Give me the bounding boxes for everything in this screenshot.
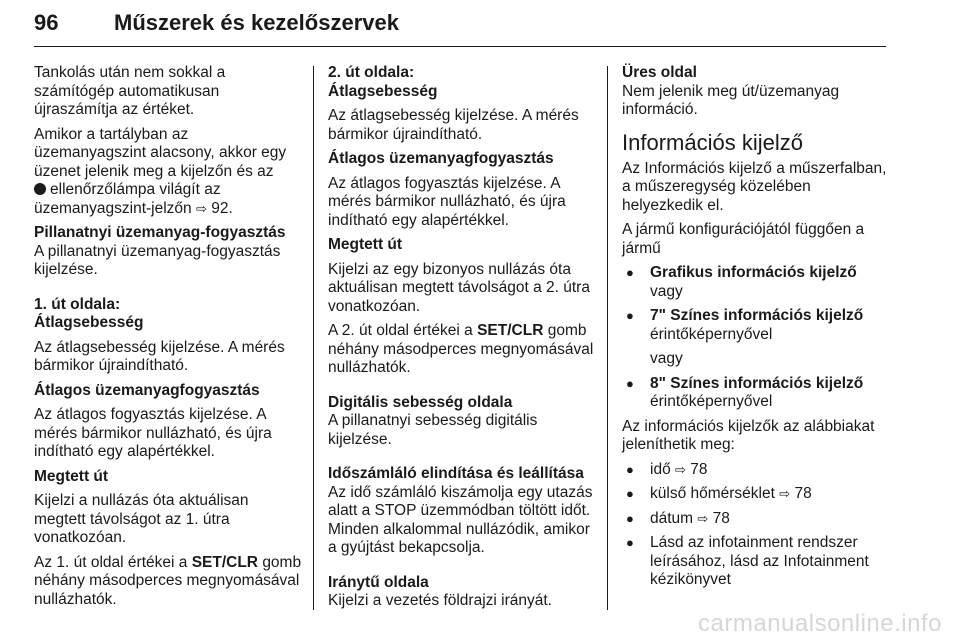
page-ref-link[interactable]: 78: [712, 509, 730, 527]
paragraph: Az Információs kijelző a műszerfalban, a műszeregység közelében helyezkedik el.: [622, 159, 887, 214]
page-number: 96: [34, 10, 59, 35]
paragraph: Az átlagos fogyasztás kijelzése. A mérés bármikor nullázható, és újra indítható egy alapértékkel.: [328, 174, 566, 229]
subheading: Átlagos üzemanyagfogyasztás: [34, 381, 260, 399]
subheading: Digitális sebesség oldala: [328, 393, 513, 411]
paragraph-reset: A 2. út oldal értékei a SET/CLR gomb néhány másodperces megnyomásával nullázhatók.: [328, 322, 594, 376]
page-ref-link[interactable]: 92.: [211, 199, 233, 217]
column-divider: [313, 66, 314, 610]
paragraph-reset: Az 1. út oldal értékei a SET/CLR gomb néhány másodperces megnyomásával nullázhatók.: [34, 553, 302, 608]
paragraph: Nem jelenik meg út/üzemanyag információ.: [622, 82, 840, 118]
subheading: Iránytű oldala: [328, 573, 429, 591]
subheading: Pillanatnyi üzemanyag-fogyasztás: [34, 224, 286, 241]
paragraph: Az idő számláló kiszámolja egy utazás alatt a STOP üzemmódban töltött időt. Minden alkalommal nullázódik, amikor a gyújtást bekapcsolja.: [328, 483, 593, 556]
column-1: [34, 64, 302, 615]
set-clr-label: SET/CLR: [191, 553, 258, 571]
watermark: carmanualsonline.info: [698, 610, 942, 637]
set-clr-label: SET/CLR: [477, 322, 544, 339]
list-item: ● 8" Színes információs kijelző érintőképernyővel: [622, 375, 890, 412]
paragraph: Kijelzi a nullázás óta aktuálisan megtett távolságot az 1. útra vonatkozóan.: [34, 492, 249, 546]
section-title: Információs kijelző: [622, 129, 803, 155]
column-divider: [607, 66, 608, 610]
paragraph: Kijelzi az egy bizonyos nullázás óta aktuálisan megtett távolságot a 2. útra vonatkozóan.: [328, 260, 590, 315]
page-ref-icon: ⇨: [779, 486, 791, 501]
column-2: [328, 64, 600, 617]
list-item: ● Grafikus információs kijelző vagy: [622, 264, 890, 301]
page-ref-icon: ⇨: [675, 461, 686, 477]
page-header: [34, 0, 886, 50]
page-ref-icon: ⇨: [697, 510, 709, 526]
paragraph: A pillanatnyi sebesség digitális kijelzése.: [328, 412, 538, 448]
subheading: Megtett út: [34, 467, 109, 485]
paragraph: Az átlagos fogyasztás kijelzése. A mérés bármikor nullázható, és újra indítható egy alapértékkel.: [34, 406, 272, 460]
paragraph: Kijelzi a vezetés földrajzi irányát.: [328, 592, 552, 609]
page-ref-icon: ⇨: [195, 200, 207, 216]
list-item: ● idő ⇨ 78: [622, 461, 890, 480]
subheading: Átlagos üzemanyagfogyasztás: [328, 150, 554, 167]
subheading: Időszámláló elindítása és leállítása: [328, 465, 584, 482]
paragraph-low-fuel: Amikor a tartályban az üzemanyagszint alacsony, akkor egy üzenet jelenik meg a kijelzőn és az ellenőrzőlámpa világít az üzemanyagszint-jelzőn ⇨ 92.: [34, 125, 287, 217]
subheading: 1. út oldala:: [34, 295, 121, 313]
paragraph: Az átlagsebesség kijelzése. A mérés bármikor újraindítható.: [34, 338, 285, 374]
display-type-list: [622, 264, 890, 412]
paragraph: Az átlagsebesség kijelzése. A mérés bármikor újraindítható.: [328, 107, 579, 143]
paragraph: Az információs kijelzők az alábbiakat jeleníthetik meg:: [622, 417, 875, 453]
paragraph: A jármű konfigurációjától függően a jármű: [622, 221, 865, 257]
list-item: ● dátum ⇨ 78: [622, 510, 890, 529]
subheading: Megtett út: [328, 236, 403, 253]
warning-lamp-icon: [34, 183, 46, 195]
list-item: ● Lásd az infotainment rendszer leírásához, lásd az Infotainment kézikönyvet: [622, 534, 890, 590]
list-item: ● külső hőmérséklet ⇨ 78: [622, 485, 890, 504]
list-item: ● 7" Színes információs kijelző érintőképernyővel vagy: [622, 307, 890, 369]
subheading: Átlagsebesség: [34, 314, 144, 331]
display-items-list: [622, 461, 890, 590]
subheading: Átlagsebesség: [328, 82, 438, 100]
page-ref-link[interactable]: 78: [794, 485, 812, 502]
subheading: Üres oldal: [622, 64, 697, 81]
paragraph: A pillanatnyi üzemanyag-fogyasztás kijelzése.: [34, 242, 281, 278]
header-rule: [34, 46, 886, 47]
page-title: Műszerek és kezelőszervek: [114, 10, 399, 35]
column-3: [622, 64, 890, 596]
paragraph: Tankolás után nem sokkal a számítógép automatikusan újraszámítja az értéket.: [34, 64, 226, 118]
page-ref-link[interactable]: 78: [690, 460, 708, 478]
subheading: 2. út oldala:: [328, 64, 415, 81]
